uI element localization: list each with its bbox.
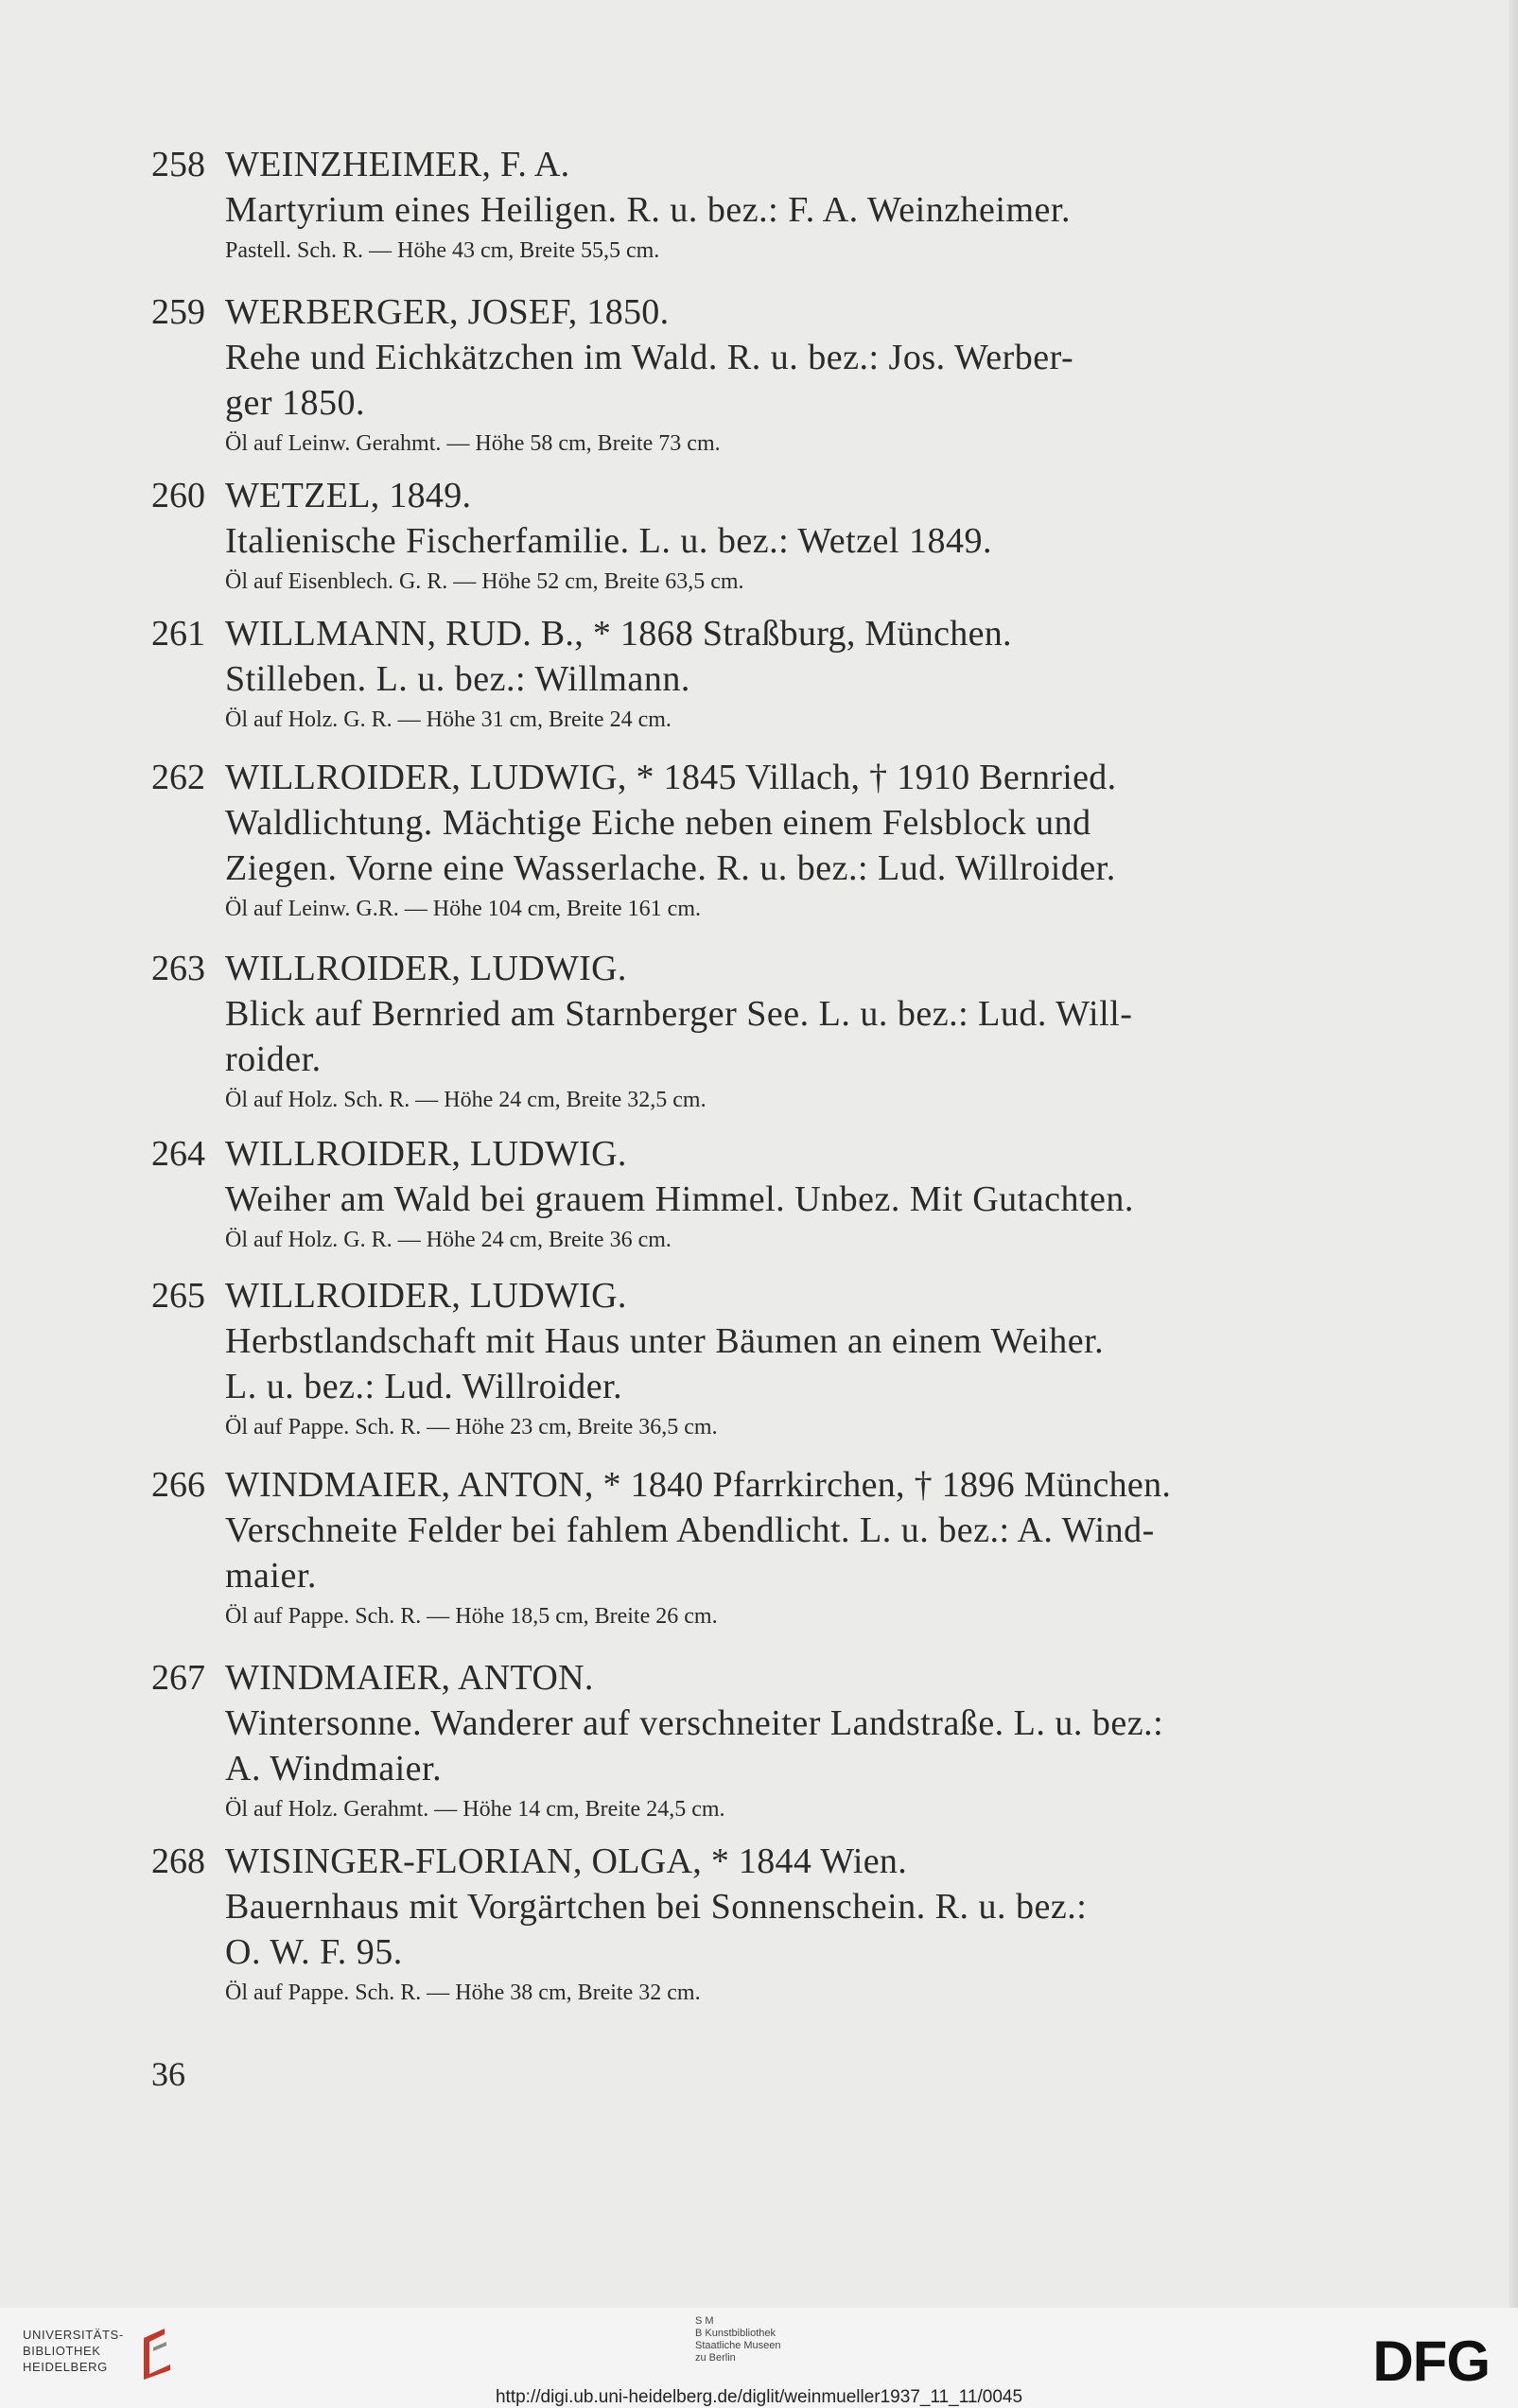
entry-row: [151, 755, 1296, 800]
entry-row: [151, 518, 1296, 564]
technique-dimensions: Öl auf Holz. G. R. — Höhe 24 cm, Breite 36 cm.: [225, 1228, 672, 1252]
entry-row: [151, 1553, 1296, 1598]
entry-row: [151, 800, 1296, 846]
artist-heading: WETZEL, 1849.: [225, 476, 472, 515]
lot-number: 266: [151, 1465, 205, 1505]
technique-dimensions: Öl auf Eisenblech. G. R. — Höhe 52 cm, Breite 63,5 cm.: [225, 569, 744, 594]
entry-row: [151, 1929, 1296, 1975]
technique-dimensions: Öl auf Pappe. Sch. R. — Höhe 18,5 cm, Breite 26 cm.: [225, 1604, 718, 1629]
technique-dimensions: Öl auf Holz. Gerahmt. — Höhe 14 cm, Breite 24,5 cm.: [225, 1797, 725, 1822]
stamp-line: S M: [695, 2315, 714, 2327]
catalog-entry: [151, 946, 1296, 1118]
entry-row: [151, 335, 1296, 380]
entry-row: [151, 846, 1296, 891]
technique-dimensions: Pastell. Sch. R. — Höhe 43 cm, Breite 55,5 cm.: [225, 238, 660, 263]
artist-heading: WINDMAIER, ANTON, * 1840 Pfarrkirchen, † 1896 München.: [225, 1465, 1172, 1505]
entry-row: [151, 1177, 1296, 1222]
entry-row: [151, 1462, 1296, 1508]
technique-dimensions: Öl auf Pappe. Sch. R. — Höhe 38 cm, Breite 32 cm.: [225, 1980, 701, 2005]
description-line: Rehe und Eichkätzchen im Wald. R. u. bez.: Jos. Werber-: [225, 338, 1074, 377]
description-line: O. W. F. 95.: [225, 1932, 403, 1972]
entry-row: [151, 1839, 1296, 1884]
entry-row: [151, 1746, 1296, 1791]
description-line: Stilleben. L. u. bez.: Willmann.: [225, 659, 690, 699]
university-library-logo[interactable]: [23, 2327, 124, 2375]
library-mark-icon: [138, 2325, 176, 2383]
lot-number: 259: [151, 292, 205, 332]
entry-row: [151, 1508, 1296, 1553]
description-line: Blick auf Bernried am Starnberger See. L. u. bez.: Lud. Will-: [225, 994, 1133, 1034]
description-line: Weiher am Wald bei grauem Himmel. Unbez. Mit Gutachten.: [225, 1179, 1134, 1219]
library-line: BIBLIOTHEK: [23, 2344, 101, 2358]
catalog-entry: [151, 755, 1296, 927]
artist-heading: WILLMANN, RUD. B., * 1868 Straßburg, München.: [225, 614, 1012, 654]
stamp-line: Staatliche Museen: [695, 2340, 781, 2351]
lot-number: 260: [151, 476, 205, 515]
catalog-entry: [151, 1655, 1296, 1827]
lot-number: 258: [151, 145, 205, 184]
description-line: Verschneite Felder bei fahlem Abendlicht. L. u. bez.: A. Wind-: [225, 1510, 1155, 1550]
page-url-link[interactable]: http://digi.ub.uni-heidelberg.de/diglit/weinmueller1937_11_11/0045: [495, 2387, 1023, 2407]
description-line: Martyrium eines Heiligen. R. u. bez.: F. A. Weinzheimer.: [225, 190, 1071, 230]
entry-row: [151, 142, 1296, 187]
description-line: Italienische Fischerfamilie. L. u. bez.: Wetzel 1849.: [225, 521, 992, 561]
dfg-logo[interactable]: DFG: [1372, 2329, 1490, 2393]
library-line: HEIDELBERG: [23, 2360, 108, 2374]
artist-heading: WILLROIDER, LUDWIG, * 1845 Villach, † 1910 Bernried.: [225, 758, 1117, 797]
entry-row: [151, 473, 1296, 518]
catalog-entry: [151, 473, 1296, 600]
stamp-line: zu Berlin: [695, 2352, 736, 2364]
lot-number: 261: [151, 614, 205, 654]
entry-row: [151, 380, 1296, 426]
lot-number: 264: [151, 1134, 205, 1174]
entry-row: [151, 991, 1296, 1037]
catalog-entry: [151, 1131, 1296, 1258]
lot-number: 265: [151, 1276, 205, 1316]
entry-row: [151, 946, 1296, 991]
description-line: ger 1850.: [225, 383, 366, 423]
library-line: UNIVERSITÄTS-: [23, 2328, 124, 2342]
description-line: Bauernhaus mit Vorgärtchen bei Sonnenschein. R. u. bez.:: [225, 1887, 1088, 1927]
entry-row: [151, 1131, 1296, 1177]
catalog-entry: [151, 1462, 1296, 1634]
artist-heading: WERBERGER, JOSEF, 1850.: [225, 292, 670, 332]
catalog-entry: [151, 1273, 1296, 1445]
catalog-entry: [151, 289, 1296, 462]
stamp-line: B Kunstbibliothek: [695, 2328, 776, 2339]
description-line: L. u. bez.: Lud. Willroider.: [225, 1367, 623, 1406]
catalog-entry: [151, 1839, 1296, 2011]
artist-heading: WILLROIDER, LUDWIG.: [225, 949, 627, 988]
entry-row: [151, 1884, 1296, 1929]
lot-number: 267: [151, 1658, 205, 1698]
description-line: maier.: [225, 1556, 317, 1596]
entry-row: [151, 611, 1296, 656]
description-line: roider.: [225, 1039, 322, 1079]
entry-row: [151, 1318, 1296, 1364]
entry-row: [151, 1701, 1296, 1746]
lot-number: 262: [151, 758, 205, 797]
entry-row: [151, 1037, 1296, 1082]
artist-heading: WILLROIDER, LUDWIG.: [225, 1134, 627, 1174]
technique-dimensions: Öl auf Pappe. Sch. R. — Höhe 23 cm, Breite 36,5 cm.: [225, 1415, 718, 1440]
entry-row: [151, 656, 1296, 702]
lot-number: 268: [151, 1841, 205, 1881]
technique-dimensions: Öl auf Leinw. Gerahmt. — Höhe 58 cm, Breite 73 cm.: [225, 431, 721, 456]
entry-row: [151, 289, 1296, 335]
technique-dimensions: Öl auf Holz. Sch. R. — Höhe 24 cm, Breite 32,5 cm.: [225, 1088, 707, 1112]
entry-row: [151, 1655, 1296, 1701]
artist-heading: WINDMAIER, ANTON.: [225, 1658, 594, 1698]
catalog-entry: [151, 611, 1296, 738]
artist-heading: WILLROIDER, LUDWIG.: [225, 1276, 627, 1316]
description-line: Ziegen. Vorne eine Wasserlache. R. u. bez.: Lud. Willroider.: [225, 848, 1116, 888]
page-number: 36: [151, 2055, 185, 2093]
technique-dimensions: Öl auf Holz. G. R. — Höhe 31 cm, Breite 24 cm.: [225, 707, 672, 732]
viewer-footer: [0, 2308, 1518, 2408]
museum-stamp: [695, 2315, 781, 2364]
description-line: A. Windmaier.: [225, 1749, 443, 1789]
page-edge-shadow: [1509, 0, 1518, 2308]
entry-row: [151, 187, 1296, 233]
catalog-entry: [151, 142, 1296, 269]
lot-number: 263: [151, 949, 205, 988]
description-line: Wintersonne. Wanderer auf verschneiter Landstraße. L. u. bez.:: [225, 1703, 1164, 1743]
artist-heading: WISINGER-FLORIAN, OLGA, * 1844 Wien.: [225, 1841, 907, 1881]
description-line: Herbstlandschaft mit Haus unter Bäumen an einem Weiher.: [225, 1321, 1105, 1361]
entry-row: [151, 1364, 1296, 1409]
entry-row: [151, 1273, 1296, 1318]
technique-dimensions: Öl auf Leinw. G.R. — Höhe 104 cm, Breite 161 cm.: [225, 897, 702, 921]
artist-heading: WEINZHEIMER, F. A.: [225, 145, 570, 184]
description-line: Waldlichtung. Mächtige Eiche neben einem Felsblock und: [225, 803, 1091, 843]
